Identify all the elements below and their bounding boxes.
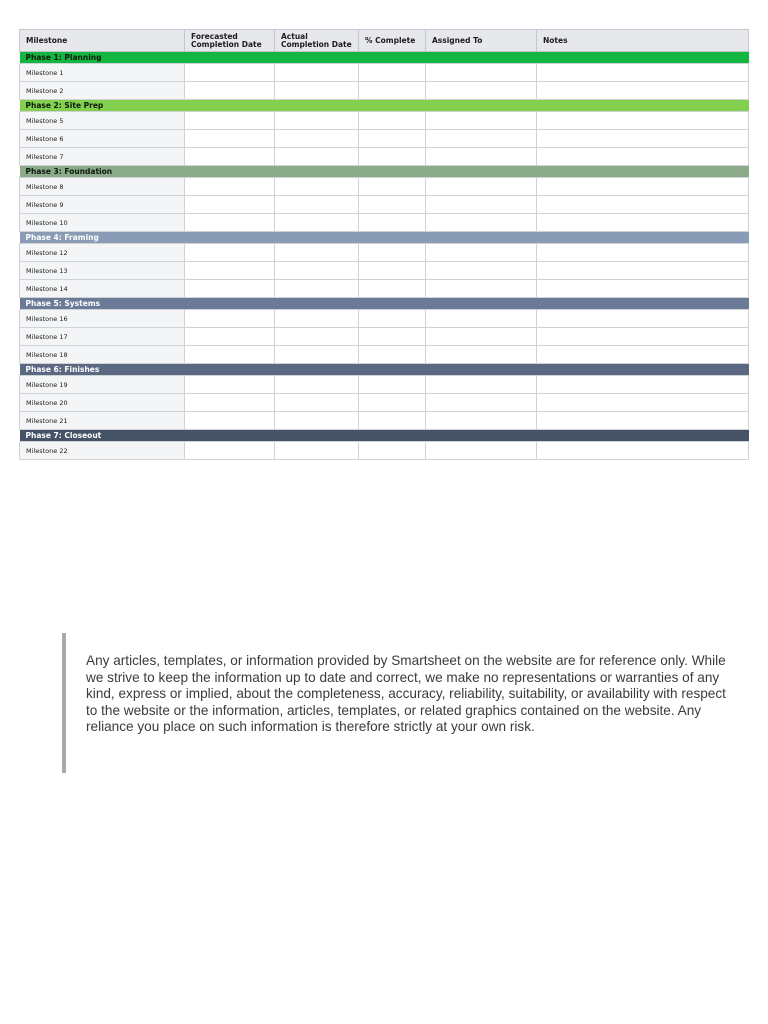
assigned-to-cell[interactable] [426, 442, 537, 460]
percent-complete-cell[interactable] [359, 310, 426, 328]
actual-date-cell[interactable] [275, 178, 359, 196]
forecasted-date-cell[interactable] [185, 214, 275, 232]
milestone-name: Milestone 13 [20, 262, 185, 280]
notes-cell[interactable] [537, 214, 749, 232]
actual-date-cell[interactable] [275, 262, 359, 280]
assigned-to-cell[interactable] [426, 328, 537, 346]
phase-label: Phase 2: Site Prep [20, 100, 749, 112]
header-actual-completion-date: Actual Completion Date [275, 30, 359, 52]
actual-date-cell[interactable] [275, 346, 359, 364]
percent-complete-cell[interactable] [359, 394, 426, 412]
assigned-to-cell[interactable] [426, 280, 537, 298]
forecasted-date-cell[interactable] [185, 328, 275, 346]
phase-label: Phase 4: Framing [20, 232, 749, 244]
notes-cell[interactable] [537, 64, 749, 82]
phase-row [20, 232, 749, 244]
assigned-to-cell[interactable] [426, 394, 537, 412]
forecasted-date-cell[interactable] [185, 442, 275, 460]
assigned-to-cell[interactable] [426, 178, 537, 196]
assigned-to-cell[interactable] [426, 214, 537, 232]
percent-complete-cell[interactable] [359, 244, 426, 262]
milestone-table [19, 29, 749, 460]
percent-complete-cell[interactable] [359, 328, 426, 346]
milestone-row [20, 130, 749, 148]
milestone-row [20, 412, 749, 430]
milestone-name: Milestone 22 [20, 442, 185, 460]
milestone-name: Milestone 14 [20, 280, 185, 298]
actual-date-cell[interactable] [275, 412, 359, 430]
actual-date-cell[interactable] [275, 64, 359, 82]
milestone-row [20, 178, 749, 196]
percent-complete-cell[interactable] [359, 64, 426, 82]
actual-date-cell[interactable] [275, 130, 359, 148]
notes-cell[interactable] [537, 244, 749, 262]
milestone-name: Milestone 16 [20, 310, 185, 328]
actual-date-cell[interactable] [275, 148, 359, 166]
disclaimer-text: Any articles, templates, or information provided by Smartsheet on the website are for reference only. While we strive to keep the information up to date and correct, we make no representations or warranties of any kind, express or implied, about the completeness, accuracy, reliability, suitability, or availability with respect to the website or the information, articles, templates, or related graphics contained on the website. Any reliance you place on such information is therefore strictly at your own risk. [86, 653, 726, 734]
milestone-row [20, 310, 749, 328]
milestone-row [20, 64, 749, 82]
table-body [20, 52, 749, 460]
notes-cell[interactable] [537, 310, 749, 328]
actual-date-cell[interactable] [275, 394, 359, 412]
assigned-to-cell[interactable] [426, 346, 537, 364]
assigned-to-cell[interactable] [426, 412, 537, 430]
forecasted-date-cell[interactable] [185, 412, 275, 430]
assigned-to-cell[interactable] [426, 148, 537, 166]
phase-row [20, 298, 749, 310]
milestone-row [20, 148, 749, 166]
milestone-name: Milestone 10 [20, 214, 185, 232]
milestone-row [20, 346, 749, 364]
milestone-name: Milestone 8 [20, 178, 185, 196]
percent-complete-cell[interactable] [359, 148, 426, 166]
header-milestone: Milestone [20, 30, 185, 52]
phase-row [20, 166, 749, 178]
forecasted-date-cell[interactable] [185, 178, 275, 196]
forecasted-date-cell[interactable] [185, 148, 275, 166]
assigned-to-cell[interactable] [426, 64, 537, 82]
forecasted-date-cell[interactable] [185, 346, 275, 364]
forecasted-date-cell[interactable] [185, 376, 275, 394]
percent-complete-cell[interactable] [359, 214, 426, 232]
percent-complete-cell[interactable] [359, 196, 426, 214]
header-percent-complete: % Complete [359, 30, 426, 52]
phase-label: Phase 6: Finishes [20, 364, 749, 376]
phase-label: Phase 1: Planning [20, 52, 749, 64]
actual-date-cell[interactable] [275, 442, 359, 460]
milestone-row [20, 244, 749, 262]
milestone-row [20, 328, 749, 346]
notes-cell[interactable] [537, 346, 749, 364]
percent-complete-cell[interactable] [359, 346, 426, 364]
percent-complete-cell[interactable] [359, 376, 426, 394]
actual-date-cell[interactable] [275, 328, 359, 346]
milestone-name: Milestone 19 [20, 376, 185, 394]
milestone-row [20, 262, 749, 280]
forecasted-date-cell[interactable] [185, 82, 275, 100]
milestone-name: Milestone 20 [20, 394, 185, 412]
milestone-name: Milestone 1 [20, 64, 185, 82]
notes-cell[interactable] [537, 280, 749, 298]
phase-label: Phase 7: Closeout [20, 430, 749, 442]
milestone-row [20, 376, 749, 394]
forecasted-date-cell[interactable] [185, 280, 275, 298]
phase-label: Phase 3: Foundation [20, 166, 749, 178]
actual-date-cell[interactable] [275, 214, 359, 232]
forecasted-date-cell[interactable] [185, 310, 275, 328]
milestone-name: Milestone 5 [20, 112, 185, 130]
forecasted-date-cell[interactable] [185, 394, 275, 412]
actual-date-cell[interactable] [275, 82, 359, 100]
forecasted-date-cell[interactable] [185, 262, 275, 280]
header-forecasted-completion-date: Forecasted Completion Date [185, 30, 275, 52]
milestone-name: Milestone 12 [20, 244, 185, 262]
percent-complete-cell[interactable] [359, 280, 426, 298]
assigned-to-cell[interactable] [426, 262, 537, 280]
notes-cell[interactable] [537, 376, 749, 394]
milestone-row [20, 394, 749, 412]
header-assigned-to: Assigned To [426, 30, 537, 52]
assigned-to-cell[interactable] [426, 196, 537, 214]
forecasted-date-cell[interactable] [185, 196, 275, 214]
assigned-to-cell[interactable] [426, 82, 537, 100]
forecasted-date-cell[interactable] [185, 130, 275, 148]
phase-row [20, 52, 749, 64]
milestone-row [20, 112, 749, 130]
notes-cell[interactable] [537, 196, 749, 214]
milestone-name: Milestone 9 [20, 196, 185, 214]
percent-complete-cell[interactable] [359, 82, 426, 100]
actual-date-cell[interactable] [275, 112, 359, 130]
actual-date-cell[interactable] [275, 280, 359, 298]
actual-date-cell[interactable] [275, 196, 359, 214]
phase-row [20, 100, 749, 112]
notes-cell[interactable] [537, 394, 749, 412]
milestone-row [20, 280, 749, 298]
assigned-to-cell[interactable] [426, 244, 537, 262]
header-notes: Notes [537, 30, 749, 52]
percent-complete-cell[interactable] [359, 262, 426, 280]
header-row [20, 30, 749, 52]
assigned-to-cell[interactable] [426, 376, 537, 394]
table-header [20, 30, 749, 52]
phase-row [20, 364, 749, 376]
milestone-name: Milestone 7 [20, 148, 185, 166]
forecasted-date-cell[interactable] [185, 244, 275, 262]
milestone-row [20, 196, 749, 214]
assigned-to-cell[interactable] [426, 130, 537, 148]
notes-cell[interactable] [537, 82, 749, 100]
percent-complete-cell[interactable] [359, 412, 426, 430]
phase-row [20, 430, 749, 442]
notes-cell[interactable] [537, 178, 749, 196]
percent-complete-cell[interactable] [359, 178, 426, 196]
notes-cell[interactable] [537, 442, 749, 460]
notes-cell[interactable] [537, 148, 749, 166]
disclaimer-block [62, 633, 732, 773]
notes-cell[interactable] [537, 412, 749, 430]
milestone-name: Milestone 21 [20, 412, 185, 430]
forecasted-date-cell[interactable] [185, 64, 275, 82]
milestone-name: Milestone 2 [20, 82, 185, 100]
assigned-to-cell[interactable] [426, 112, 537, 130]
percent-complete-cell[interactable] [359, 112, 426, 130]
notes-cell[interactable] [537, 262, 749, 280]
notes-cell[interactable] [537, 328, 749, 346]
milestone-name: Milestone 18 [20, 346, 185, 364]
notes-cell[interactable] [537, 130, 749, 148]
actual-date-cell[interactable] [275, 244, 359, 262]
milestone-name: Milestone 6 [20, 130, 185, 148]
percent-complete-cell[interactable] [359, 442, 426, 460]
actual-date-cell[interactable] [275, 376, 359, 394]
milestone-row [20, 82, 749, 100]
milestone-name: Milestone 17 [20, 328, 185, 346]
notes-cell[interactable] [537, 112, 749, 130]
milestone-row [20, 214, 749, 232]
phase-label: Phase 5: Systems [20, 298, 749, 310]
forecasted-date-cell[interactable] [185, 112, 275, 130]
milestone-row [20, 442, 749, 460]
percent-complete-cell[interactable] [359, 130, 426, 148]
assigned-to-cell[interactable] [426, 310, 537, 328]
actual-date-cell[interactable] [275, 310, 359, 328]
